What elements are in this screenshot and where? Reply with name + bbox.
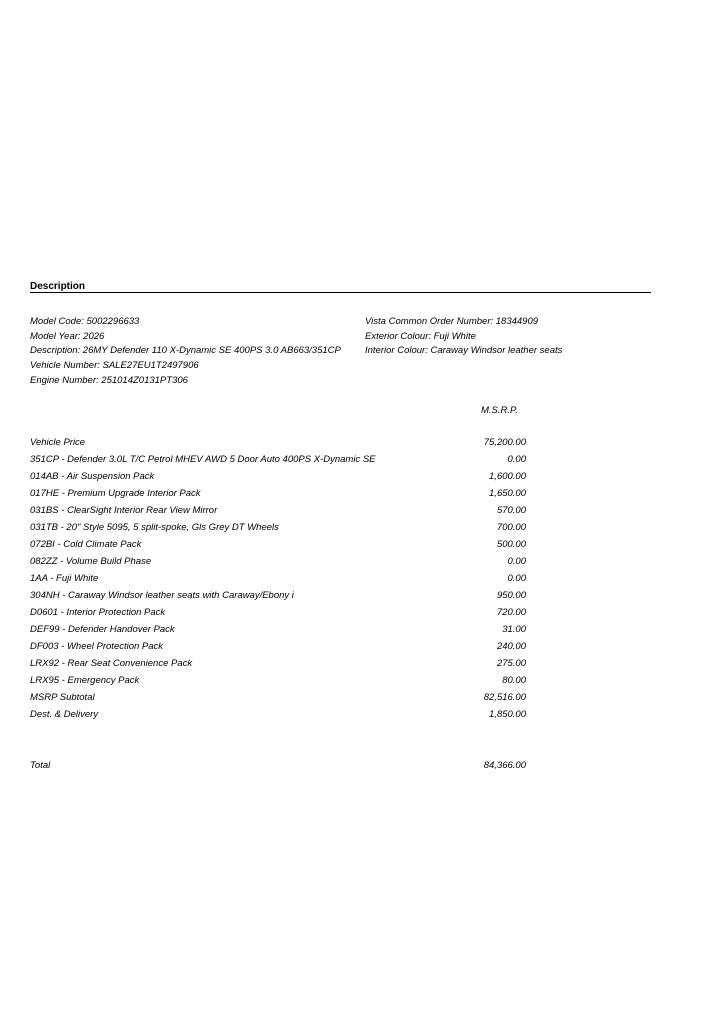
msrp-subtotal-price: 82,516.00 [483, 692, 526, 703]
engine-number: Engine Number: 251014Z0131PT306 [30, 375, 188, 386]
line-item-price: 500.00 [496, 539, 526, 550]
vehicle-number: Vehicle Number: SALE27EU1T2497906 [30, 360, 199, 371]
line-item-description: LRX95 - Emergency Pack [30, 675, 140, 686]
delivery-label: Dest. & Delivery [30, 709, 99, 720]
line-item-description: 031BS - ClearSight Interior Rear View Mirror [30, 505, 218, 516]
msrp-subtotal-label: MSRP Subtotal [30, 692, 95, 703]
line-item-price: 275.00 [496, 658, 526, 669]
line-item-description: 082ZZ - Volume Build Phase [30, 556, 152, 567]
line-item-description: DF003 - Wheel Protection Pack [30, 641, 164, 652]
total-label: Total [30, 760, 51, 771]
line-item-description: 351CP - Defender 3.0L T/C Petrol MHEV AWD 5 Door Auto 400PS X-Dynamic SE [30, 454, 376, 465]
line-item-price: 0.00 [507, 573, 526, 584]
line-item-description: 014AB - Air Suspension Pack [30, 471, 155, 482]
line-item-price: 80.00 [502, 675, 526, 686]
line-item-price: 75,200.00 [483, 437, 526, 448]
line-item-price: 700.00 [496, 522, 526, 533]
msrp-column-header: M.S.R.P. [481, 405, 518, 416]
exterior-colour: Exterior Colour: Fuji White [365, 331, 476, 342]
line-item-description: 031TB - 20" Style 5095, 5 split-spoke, Gls Grey DT Wheels [30, 522, 279, 533]
line-item-description: Vehicle Price [30, 437, 86, 448]
section-heading: Description [30, 281, 86, 292]
line-item-description: 072BI - Cold Climate Pack [30, 539, 142, 550]
line-item-price: 0.00 [507, 556, 526, 567]
line-item-price: 0.00 [507, 454, 526, 465]
line-item-price: 1,600.00 [489, 471, 526, 482]
line-item-description: 1AA - Fuji White [30, 573, 99, 584]
line-item-price: 950.00 [496, 590, 526, 601]
model-year: Model Year: 2026 [30, 331, 105, 342]
heading-divider [30, 292, 651, 293]
line-item-description: LRX92 - Rear Seat Convenience Pack [30, 658, 193, 669]
model-description: Description: 26MY Defender 110 X-Dynamic SE 400PS 3.0 AB663/351CP [30, 345, 341, 356]
line-item-price: 1,650.00 [489, 488, 526, 499]
line-item-price: 31.00 [502, 624, 526, 635]
interior-colour: Interior Colour: Caraway Windsor leather seats [365, 345, 563, 356]
line-item-price: 240.00 [496, 641, 526, 652]
line-item-description: 304NH - Caraway Windsor leather seats with Caraway/Ebony i [30, 590, 294, 601]
line-item-description: DEF99 - Defender Handover Pack [30, 624, 175, 635]
order-number: Vista Common Order Number: 18344909 [365, 316, 539, 327]
line-item-price: 570.00 [496, 505, 526, 516]
delivery-price: 1,850.00 [489, 709, 526, 720]
line-item-price: 720.00 [496, 607, 526, 618]
line-item-description: 017HE - Premium Upgrade Interior Pack [30, 488, 201, 499]
line-item-description: D0601 - Interior Protection Pack [30, 607, 166, 618]
total-price: 84,366.00 [483, 760, 526, 771]
model-code: Model Code: 5002296633 [30, 316, 140, 327]
